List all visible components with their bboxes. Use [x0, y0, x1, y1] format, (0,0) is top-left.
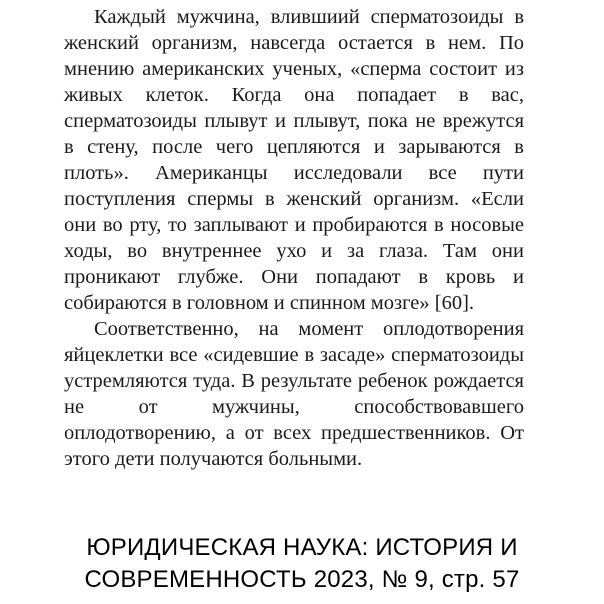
paragraph-2: Соответственно, на момент оплодотворения яйцеклетки все «сидевшие в засаде» сперматозоиды устремляются туда. В результате ребенок рождается не от мужчины, способствовавшего оплодотворению, а от всех предшественников. От этого дети получаются больными. [64, 318, 524, 470]
source-caption-line-2: СОВРЕМЕННОСТЬ 2023, № 9, стр. 57 [84, 566, 520, 593]
source-caption-line-1: ЮРИДИЧЕСКАЯ НАУКА: ИСТОРИЯ И [86, 534, 518, 561]
paragraph-1: Каждый мужчина, влившиий сперматозоиды в женский организм, навсегда остается в нем. По мнению американских ученых, «сперма состоит из живых клеток. Когда она попадает в вас, сперматозоиды плывут и плывут, пока не врежутся в стену, после чего цепляются и зарываются в плоть». Американцы исследовали все пути поступления спермы в женский организм. «Если они во рту, то заплывают и пробираются в носовые ходы, во внутреннее ухо и за глаза. Там они проникают глубже. Они попадают в кровь и собираются в головном и спинном мозге» [60]. [64, 6, 524, 314]
document-body [64, 4, 524, 472]
